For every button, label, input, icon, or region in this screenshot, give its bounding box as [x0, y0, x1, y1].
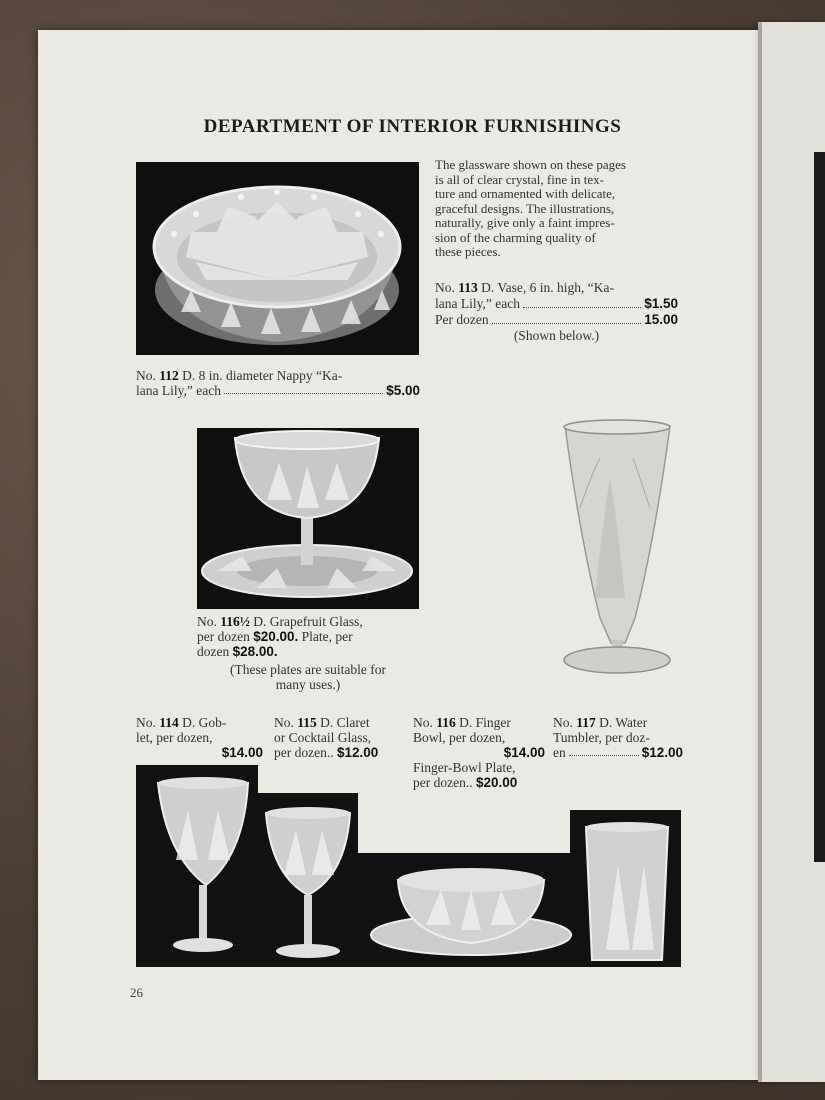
item-1165-text-1: D. Grapefruit Glass, — [253, 614, 363, 629]
item-113-text-1: D. Vase, 6 in. high, “Ka- — [481, 280, 614, 295]
intro-line: sion of the charming quality of — [435, 229, 596, 245]
intro-line: these pieces. — [435, 244, 501, 259]
facing-page-edge — [762, 22, 825, 1082]
item-1165-line-1 — [197, 614, 419, 629]
item-115-text-1: D. Claret — [320, 715, 370, 730]
item-1165-note-1: (These plates are suitable for — [230, 662, 386, 677]
item-113-price-dozen: 15.00 — [644, 312, 678, 327]
item-113-description — [435, 280, 678, 344]
item-1165-number: 116½ — [220, 614, 250, 629]
item-115-number: 115 — [297, 715, 317, 730]
item-112-description — [136, 368, 420, 398]
item-no-label: No. — [136, 368, 156, 383]
item-113-line-1 — [435, 280, 678, 296]
grapefruit-glass-illustration — [197, 428, 419, 609]
intro-line: naturally, give only a faint impres- — [435, 215, 615, 230]
item-114-price: $14.00 — [221, 745, 263, 760]
photo-grapefruit-glass — [197, 428, 419, 609]
nappy-bowl-illustration — [136, 162, 419, 355]
dot-leader — [569, 745, 639, 756]
intro-line: The glassware shown on these pages — [435, 157, 626, 172]
item-114-number: 114 — [159, 715, 179, 730]
item-113-note: (Shown below.) — [513, 328, 600, 343]
item-115-description — [274, 715, 406, 760]
item-113-per-dozen-label: Per dozen — [435, 312, 489, 327]
item-1165-description — [197, 614, 419, 692]
item-no-label: No. — [553, 715, 573, 730]
vase-illustration — [555, 418, 680, 680]
item-no-label: No. — [197, 614, 217, 629]
item-116-price-plate: $20.00 — [475, 775, 518, 790]
intro-line: graceful designs. The illustrations, — [435, 200, 615, 216]
item-112-line-2 — [136, 383, 420, 398]
page-number: 26 — [130, 985, 143, 1000]
item-113-price-each: $1.50 — [644, 296, 678, 311]
glassware-group-photo — [136, 765, 681, 967]
item-116-price-bowl: $14.00 — [503, 745, 545, 760]
item-117-line-1 — [553, 715, 683, 730]
intro-line: ture and ornamented with delicate, — [435, 186, 616, 201]
item-112-text-2: lana Lily,” each — [136, 383, 221, 398]
item-1165-text-2a: per dozen — [197, 629, 250, 644]
item-116-text-3: Finger-Bowl Plate, — [413, 760, 516, 775]
item-113-line-3 — [435, 312, 678, 328]
item-112-price: $5.00 — [386, 383, 420, 398]
item-1165-note-2: many uses.) — [275, 677, 341, 692]
item-117-text-2: Tumbler, per doz- — [553, 730, 650, 745]
photo-nappy-bowl — [136, 162, 419, 355]
item-114-description — [136, 715, 263, 760]
item-113-text-2: lana Lily,” each — [435, 296, 520, 311]
item-116-number: 116 — [436, 715, 456, 730]
item-117-text-3: en — [553, 745, 566, 760]
item-1165-price-glass: $20.00. — [253, 629, 299, 644]
item-113-line-2 — [435, 296, 678, 312]
item-117-description — [553, 715, 683, 760]
item-116-price-bowl-line — [413, 745, 545, 760]
item-115-text-2: or Cocktail Glass, — [274, 730, 372, 745]
item-116-text-1: D. Finger — [459, 715, 511, 730]
item-115-text-3: per dozen.. — [274, 745, 334, 760]
item-112-number: 112 — [159, 368, 179, 383]
item-115-line-3 — [274, 745, 406, 760]
item-114-text-1: D. Gob- — [182, 715, 227, 730]
intro-paragraph — [435, 158, 678, 260]
item-115-price: $12.00 — [336, 745, 379, 760]
dot-leader — [224, 383, 383, 394]
item-1165-text-3a: dozen — [197, 644, 230, 659]
item-no-label: No. — [413, 715, 433, 730]
item-no-label: No. — [136, 715, 156, 730]
tumbler-illustration — [586, 822, 668, 960]
intro-line: is all of clear crystal, fine in tex- — [435, 171, 604, 187]
item-117-price: $12.00 — [641, 745, 683, 760]
page-title: DEPARTMENT OF INTERIOR FURNISHINGS — [203, 116, 622, 137]
item-113-number: 113 — [458, 280, 478, 295]
item-1165-price-plate: $28.00. — [232, 644, 278, 659]
item-117-text-1: D. Water — [599, 715, 648, 730]
item-117-line-3 — [553, 745, 683, 760]
facing-page-photo-edge — [814, 152, 825, 862]
item-1165-text-2b: Plate, per — [301, 629, 353, 644]
item-1165-line-3 — [197, 644, 419, 659]
item-114-price-line — [136, 745, 263, 760]
item-112-line-1 — [136, 368, 420, 383]
item-116-text-4: per dozen.. — [413, 775, 473, 790]
item-116-text-2: Bowl, per dozen, — [413, 730, 506, 745]
item-115-line-1 — [274, 715, 406, 730]
item-114-line-1 — [136, 715, 263, 730]
dot-leader — [523, 296, 641, 308]
item-117-number: 117 — [576, 715, 596, 730]
item-no-label: No. — [435, 280, 455, 295]
item-112-text-1: D. 8 in. diameter Nappy “Ka- — [182, 368, 343, 383]
item-no-label: No. — [274, 715, 294, 730]
item-116-line-1 — [413, 715, 545, 730]
item-114-text-2: let, per dozen, — [136, 730, 213, 745]
item-1165-line-2 — [197, 629, 419, 644]
dot-leader — [492, 312, 642, 324]
